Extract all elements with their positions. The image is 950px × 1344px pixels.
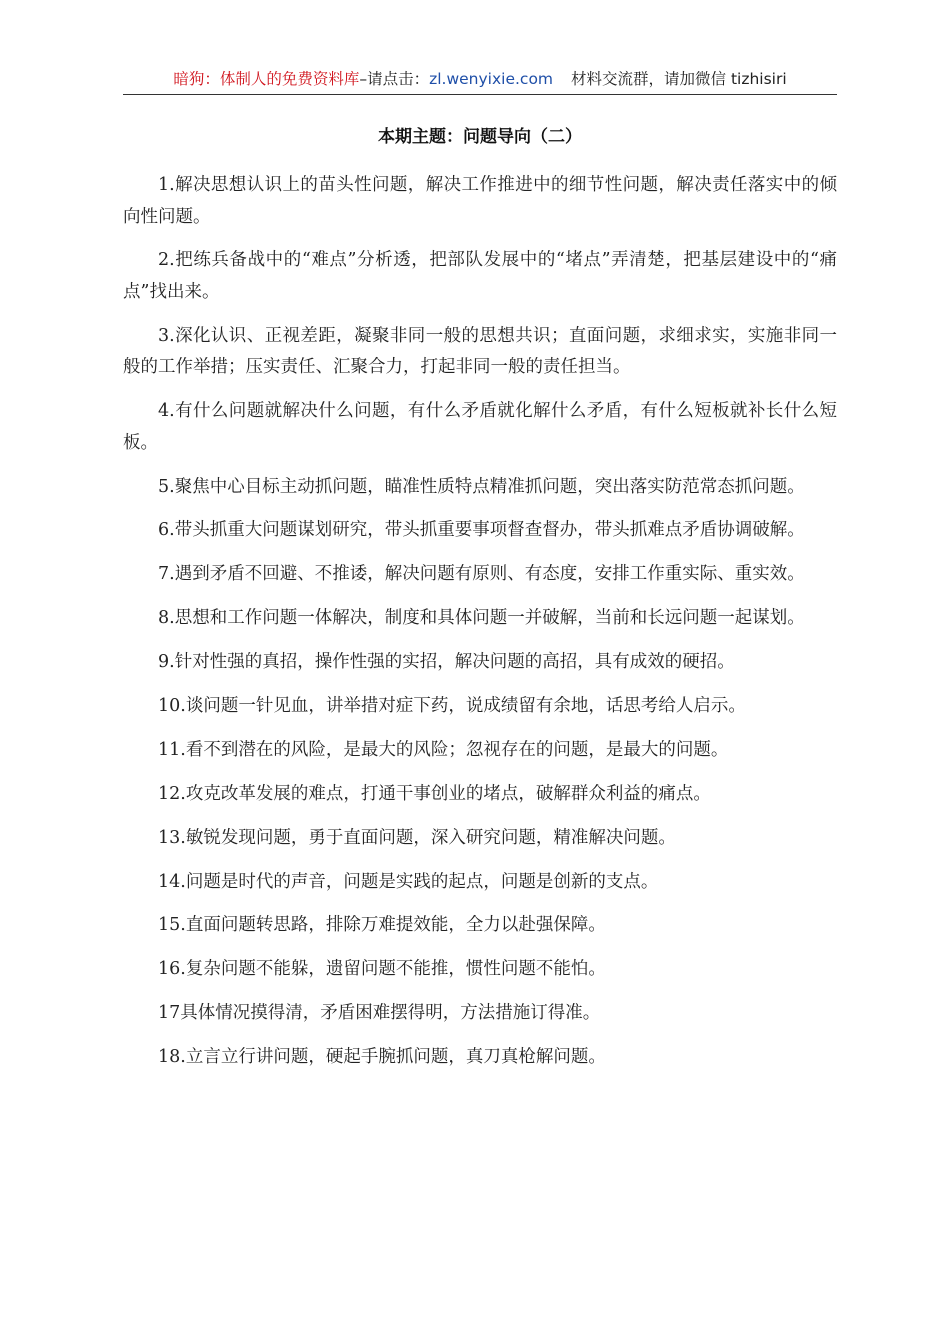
document-body <box>123 170 837 1086</box>
list-item: 5.聚焦中心目标主动抓问题，瞄准性质特点精准抓问题，突出落实防范常态抓问题。 <box>158 476 805 497</box>
list-item: 1.解决思想认识上的苗头性问题，解决工作推进中的细节性问题，解决责任落实中的倾向性问题。 <box>123 175 837 227</box>
document-title: 本期主题：问题导向（二） <box>378 127 582 147</box>
list-item: 11.看不到潜在的风险，是最大的风险；忽视存在的问题，是最大的问题。 <box>158 739 729 760</box>
list-item: 16.复杂问题不能躲，遗留问题不能推，惯性问题不能怕。 <box>158 959 606 980</box>
list-item: 9.针对性强的真招，操作性强的实招，解决问题的高招，具有成效的硬招。 <box>158 652 735 673</box>
list-item: 3.深化认识、正视差距，凝聚非同一般的思想共识；直面问题，求细求实，实施非同一般的工作举措；压实责任、汇聚合力，打起非同一般的责任担当。 <box>123 325 837 378</box>
list-item: 4.有什么问题就解决什么问题，有什么矛盾就化解什么矛盾，有什么短板就补长什么短板。 <box>123 401 837 453</box>
header-wechat-note: 材料交流群，请加微信 tizhisiri <box>571 70 787 88</box>
list-item: 18.立言立行讲问题，硬起手腕抓问题，真刀真枪解问题。 <box>158 1047 606 1068</box>
page-header <box>123 66 837 95</box>
header-prompt: –请点击： <box>359 70 430 88</box>
list-item: 2.把练兵备战中的“难点”分析透，把部队发展中的“堵点”弄清楚，把基层建设中的“痛点”找出来。 <box>123 250 837 302</box>
list-item: 7.遇到矛盾不回避、不推诿，解决问题有原则、有态度，安排工作重实际、重实效。 <box>158 564 805 585</box>
list-item: 6.带头抓重大问题谋划研究，带头抓重要事项督查督办，带头抓难点矛盾协调破解。 <box>158 520 805 541</box>
header-url-link[interactable]: zl.wenyixie.com <box>429 70 554 88</box>
list-item: 13.敏锐发现问题，勇于直面问题，深入研究问题，精准解决问题。 <box>158 827 676 848</box>
list-item: 14.问题是时代的声音，问题是实践的起点，问题是创新的支点。 <box>158 871 659 892</box>
list-item: 17具体情况摸得清，矛盾困难摆得明，方法措施订得准。 <box>158 1003 601 1024</box>
list-item: 15.直面问题转思路，排除万难提效能，全力以赴强保障。 <box>158 915 606 936</box>
list-item: 12.攻克改革发展的难点，打通干事创业的堵点，破解群众利益的痛点。 <box>158 783 711 804</box>
header-brand: 暗狗：体制人的免费资料库 <box>173 70 360 88</box>
list-item: 8.思想和工作问题一体解决，制度和具体问题一并破解，当前和长远问题一起谋划。 <box>158 608 805 629</box>
list-item: 10.谈问题一针见血，讲举措对症下药，说成绩留有余地，话思考给人启示。 <box>158 696 746 717</box>
